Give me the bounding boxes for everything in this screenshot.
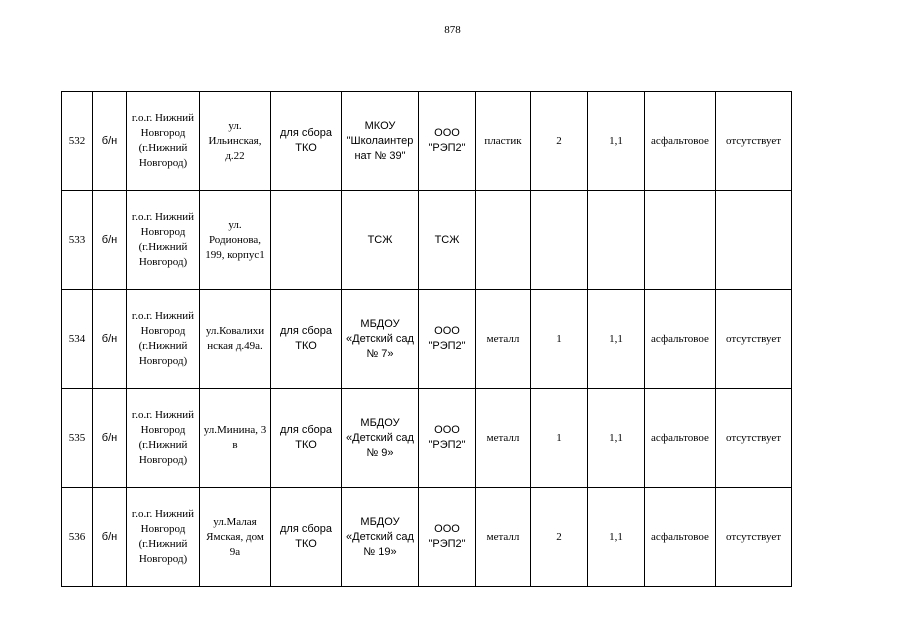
cell-owner: МБДОУ «Детский сад № 19» bbox=[342, 488, 419, 587]
cell-count: 1 bbox=[531, 389, 588, 488]
cell-owner: ТСЖ bbox=[342, 191, 419, 290]
cell-registry-mark: б/н bbox=[93, 92, 127, 191]
cell-purpose bbox=[271, 191, 342, 290]
cell-fence: отсутствует bbox=[716, 290, 792, 389]
table-row bbox=[62, 191, 792, 290]
cell-surface: асфальтовое bbox=[645, 92, 716, 191]
cell-owner: МБДОУ «Детский сад № 9» bbox=[342, 389, 419, 488]
cell-locality: г.о.г. Нижний Новгород (г.Нижний Новгород) bbox=[127, 191, 200, 290]
cell-number: 533 bbox=[62, 191, 93, 290]
cell-locality: г.о.г. Нижний Новгород (г.Нижний Новгород) bbox=[127, 389, 200, 488]
table-row bbox=[62, 92, 792, 191]
cell-registry-mark: б/н bbox=[93, 290, 127, 389]
cell-purpose: для сбора ТКО bbox=[271, 290, 342, 389]
cell-registry-mark: б/н bbox=[93, 488, 127, 587]
cell-volume: 1,1 bbox=[588, 92, 645, 191]
cell-count: 2 bbox=[531, 488, 588, 587]
cell-address: ул.Малая Ямская, дом 9а bbox=[200, 488, 271, 587]
cell-owner: МБДОУ «Детский сад № 7» bbox=[342, 290, 419, 389]
table-row bbox=[62, 290, 792, 389]
cell-volume: 1,1 bbox=[588, 290, 645, 389]
cell-material: пластик bbox=[476, 92, 531, 191]
cell-address: ул.Минина, 3 в bbox=[200, 389, 271, 488]
cell-surface: асфальтовое bbox=[645, 488, 716, 587]
cell-surface: асфальтовое bbox=[645, 389, 716, 488]
cell-registry-mark: б/н bbox=[93, 191, 127, 290]
cell-surface bbox=[645, 191, 716, 290]
cell-locality: г.о.г. Нижний Новгород (г.Нижний Новгород) bbox=[127, 92, 200, 191]
cell-address: ул.Ковалихи нская д.49а. bbox=[200, 290, 271, 389]
cell-fence: отсутствует bbox=[716, 92, 792, 191]
cell-address: ул. Родионова, 199, корпус1 bbox=[200, 191, 271, 290]
cell-material bbox=[476, 191, 531, 290]
cell-number: 535 bbox=[62, 389, 93, 488]
cell-count: 2 bbox=[531, 92, 588, 191]
cell-material: металл bbox=[476, 488, 531, 587]
cell-material: металл bbox=[476, 290, 531, 389]
cell-address: ул. Ильинская, д.22 bbox=[200, 92, 271, 191]
cell-operator: ТСЖ bbox=[419, 191, 476, 290]
registry-table bbox=[61, 91, 792, 587]
cell-fence: отсутствует bbox=[716, 389, 792, 488]
table-row bbox=[62, 389, 792, 488]
cell-surface: асфальтовое bbox=[645, 290, 716, 389]
table-row bbox=[62, 488, 792, 587]
cell-operator: ООО "РЭП2" bbox=[419, 389, 476, 488]
cell-purpose: для сбора ТКО bbox=[271, 92, 342, 191]
cell-number: 532 bbox=[62, 92, 93, 191]
cell-material: металл bbox=[476, 389, 531, 488]
cell-locality: г.о.г. Нижний Новгород (г.Нижний Новгород) bbox=[127, 488, 200, 587]
cell-operator: ООО "РЭП2" bbox=[419, 290, 476, 389]
cell-volume bbox=[588, 191, 645, 290]
cell-volume: 1,1 bbox=[588, 488, 645, 587]
cell-operator: ООО "РЭП2" bbox=[419, 488, 476, 587]
cell-number: 534 bbox=[62, 290, 93, 389]
cell-operator: ООО "РЭП2" bbox=[419, 92, 476, 191]
cell-volume: 1,1 bbox=[588, 389, 645, 488]
cell-registry-mark: б/н bbox=[93, 389, 127, 488]
cell-locality: г.о.г. Нижний Новгород (г.Нижний Новгород) bbox=[127, 290, 200, 389]
cell-purpose: для сбора ТКО bbox=[271, 488, 342, 587]
page-number: 878 bbox=[444, 24, 461, 36]
cell-owner: МКОУ "Школаинтер нат № 39" bbox=[342, 92, 419, 191]
cell-purpose: для сбора ТКО bbox=[271, 389, 342, 488]
cell-number: 536 bbox=[62, 488, 93, 587]
cell-count: 1 bbox=[531, 290, 588, 389]
cell-fence bbox=[716, 191, 792, 290]
cell-count bbox=[531, 191, 588, 290]
cell-fence: отсутствует bbox=[716, 488, 792, 587]
